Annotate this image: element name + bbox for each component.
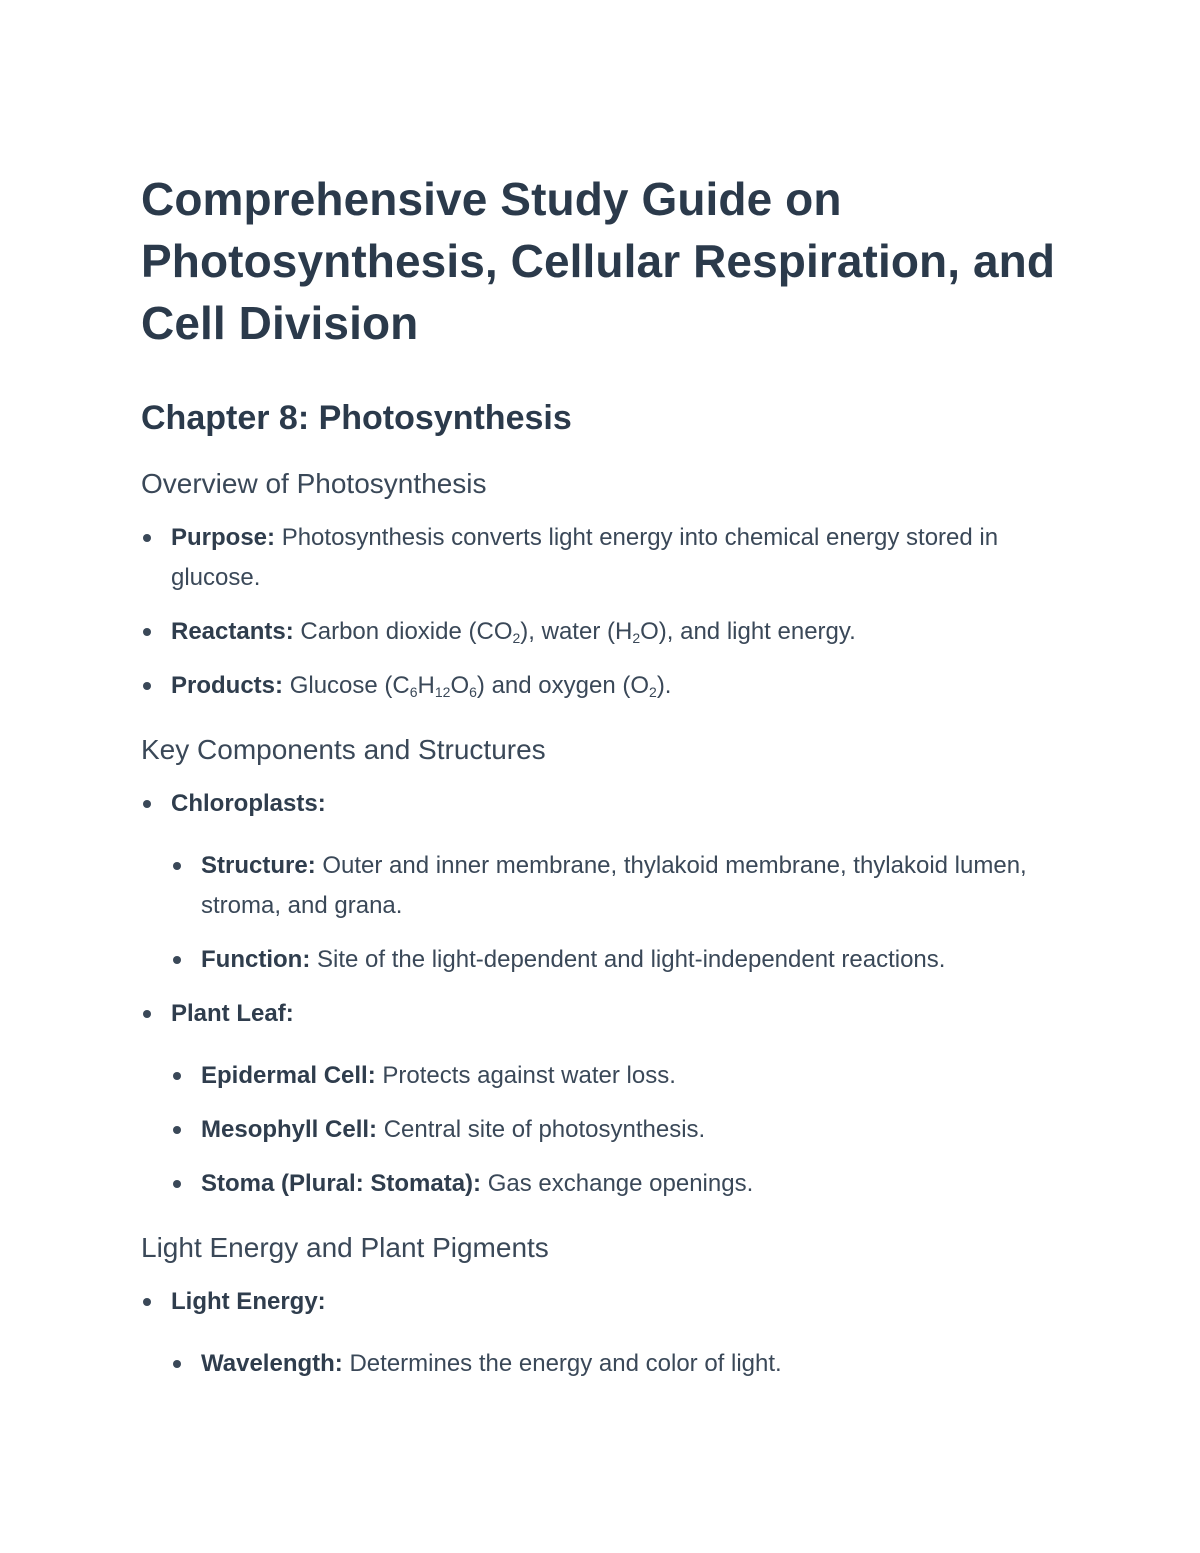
item-text: Outer and inner membrane, thylakoid membrane, thylakoid lumen, stroma, and grana.: [201, 852, 1027, 919]
item-text: Protects against water loss.: [382, 1062, 676, 1089]
chapter-heading: Chapter 8: Photosynthesis: [141, 399, 572, 437]
item-label: Wavelength: [201, 1350, 335, 1377]
bullet-icon: [143, 682, 151, 690]
list-item-light-energy: Light Energy: Wavelength: Determines the energy and color of light.: [141, 1282, 1071, 1384]
item-text: Determines the energy and color of light.: [349, 1350, 782, 1377]
bullet-icon: [173, 956, 181, 964]
item-text: Gas exchange openings.: [487, 1170, 754, 1197]
item-label: Stoma (Plural: Stomata): [201, 1170, 474, 1197]
item-label: Chloroplasts: [171, 790, 318, 817]
list-item-chloroplasts: Chloroplasts: Structure: Outer and inner membrane, thylakoid membrane, thylakoid lumen, stroma, and grana. Function: Site of the light-dependent and light-independent reactions.: [141, 784, 1071, 980]
item-text: Glucose $(C_6H_{12}O_6)$ and oxygen $(O_2)$.: [289, 672, 672, 700]
item-text: Photosynthesis converts light energy into chemical energy stored in glucose.: [171, 524, 999, 591]
list-item-products: Products: Glucose $(C_6H_{12}O_6)$ and oxygen $(O_2)$.: [141, 666, 1071, 706]
list-item-epidermal: Epidermal Cell: Protects against water loss.: [171, 1056, 1071, 1096]
list-item-reactants: Reactants: Carbon dioxide $(CO_2)$, water $(H_2O)$, and light energy.: [141, 612, 1071, 652]
bullet-icon: [173, 862, 181, 870]
document-title: Comprehensive Study Guide on Photosynthesis, Cellular Respiration, and Cell Division: [141, 173, 1056, 349]
bullet-icon: [143, 534, 151, 542]
item-text: Carbon dioxide $(CO_2)$, water $(H_2O)$, and light energy.: [300, 618, 856, 646]
list-item-function: Function: Site of the light-dependent and light-independent reactions.: [171, 940, 1071, 980]
item-label: Plant Leaf: [171, 1000, 286, 1027]
item-label: Light Energy: [171, 1288, 318, 1315]
leaf-sublist: [171, 1056, 1071, 1204]
list-item-purpose: Purpose: Photosynthesis converts light energy into chemical energy stored in glucose.: [141, 518, 1071, 598]
item-text: Site of the light-dependent and light-independent reactions.: [316, 946, 946, 973]
light-energy-sublist: [171, 1344, 1071, 1384]
bullet-icon: [143, 800, 151, 808]
item-label: Structure: [201, 852, 308, 879]
components-list: [141, 784, 1071, 1204]
item-label: Reactants: [171, 618, 286, 645]
bullet-icon: [143, 1298, 151, 1306]
item-label: Function: [201, 946, 303, 973]
bullet-icon: [143, 628, 151, 636]
bullet-icon: [173, 1180, 181, 1188]
list-item-stoma: Stoma (Plural: Stomata): Gas exchange openings.: [171, 1164, 1071, 1204]
list-item-structure: Structure: Outer and inner membrane, thylakoid membrane, thylakoid lumen, stroma, and grana.: [171, 846, 1071, 926]
light-list: [141, 1282, 1071, 1384]
document-content: [141, 168, 1071, 1398]
item-label: Mesophyll Cell: [201, 1116, 370, 1143]
list-item-mesophyll: Mesophyll Cell: Central site of photosynthesis.: [171, 1110, 1071, 1150]
item-text: Central site of photosynthesis.: [383, 1116, 706, 1143]
bullet-icon: [173, 1126, 181, 1134]
item-label: Products: [171, 672, 276, 699]
list-item-wavelength: Wavelength: Determines the energy and color of light.: [171, 1344, 1071, 1384]
overview-list: [141, 518, 1071, 706]
item-label: Purpose: [171, 524, 268, 551]
item-label: Epidermal Cell: [201, 1062, 368, 1089]
bullet-icon: [173, 1072, 181, 1080]
list-item-plant-leaf: Plant Leaf: Epidermal Cell: Protects against water loss. Mesophyll Cell: Central site of photosynthesis. Stoma (Plural: Stomata): Gas exchange openings.: [141, 994, 1071, 1204]
chloroplasts-sublist: [171, 846, 1071, 980]
bullet-icon: [143, 1010, 151, 1018]
bullet-icon: [173, 1360, 181, 1368]
section-heading-components: Key Components and Structures: [141, 734, 546, 765]
section-heading-light: Light Energy and Plant Pigments: [141, 1232, 549, 1263]
section-heading-overview: Overview of Photosynthesis: [141, 468, 487, 499]
